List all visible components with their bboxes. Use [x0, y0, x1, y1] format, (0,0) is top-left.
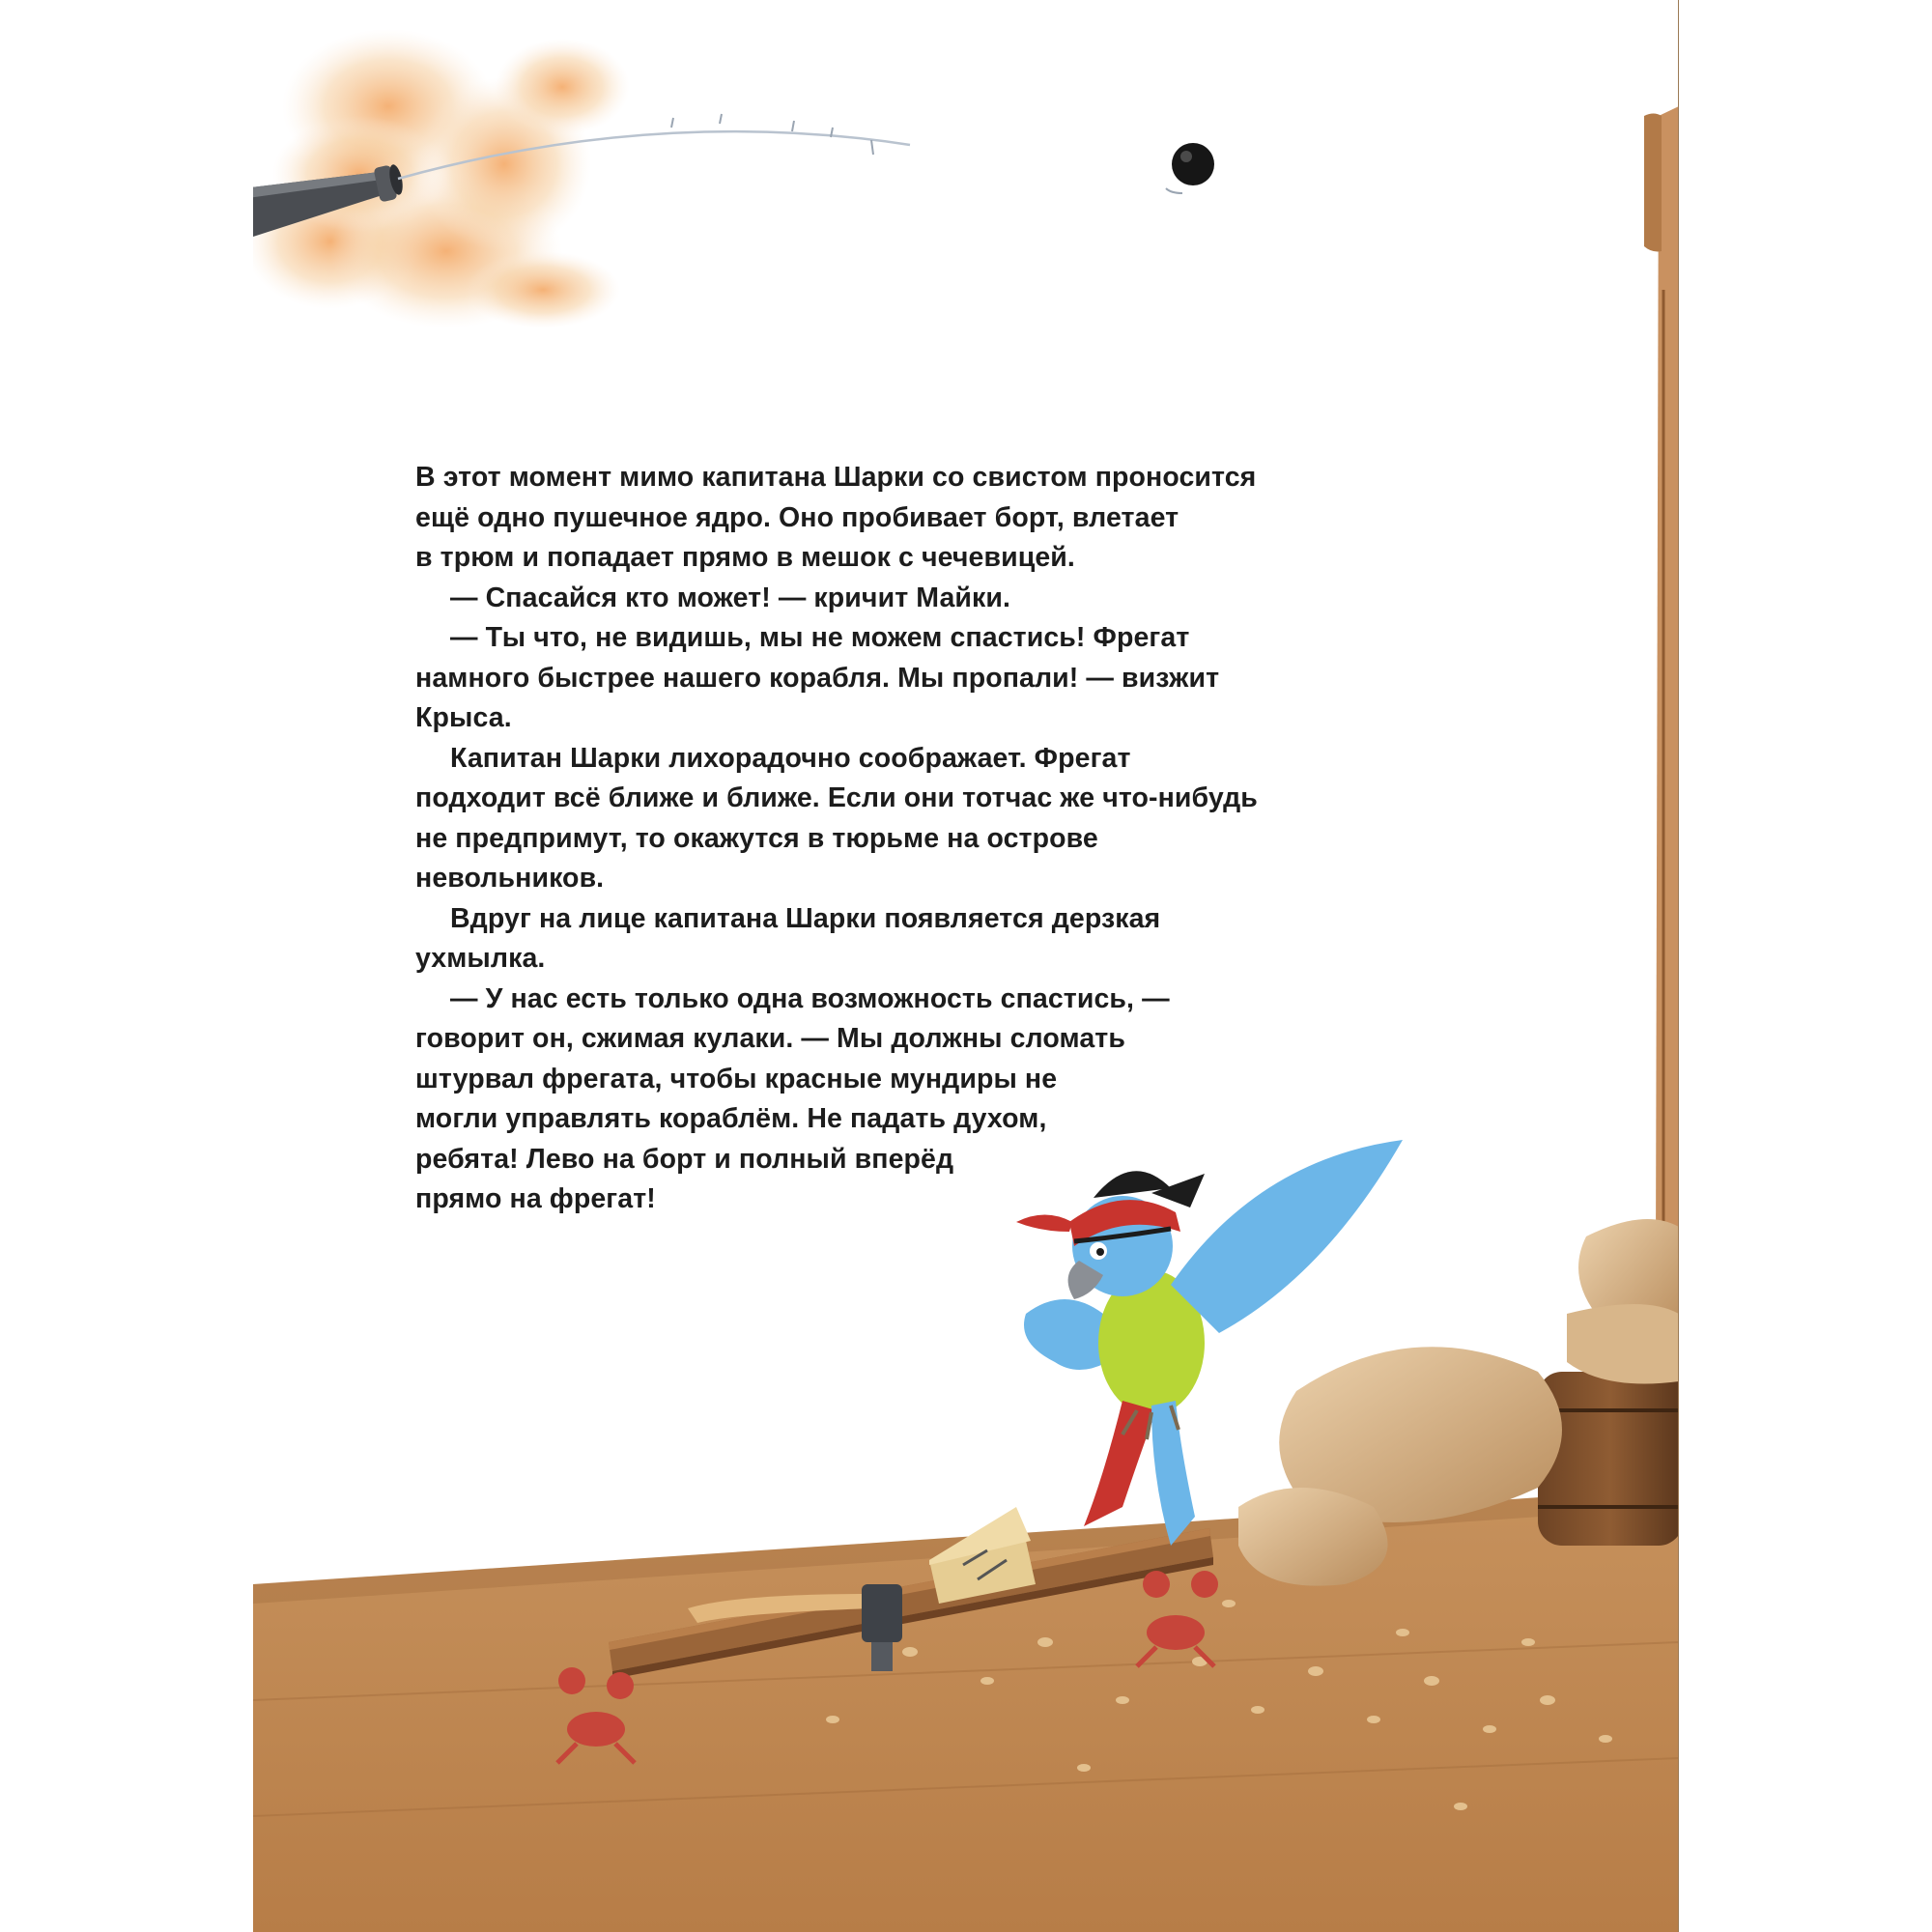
smoke-cloud [253, 29, 630, 328]
story-line: ещё одно пушечное ядро. Оно пробивает борт, влетает [415, 501, 1179, 533]
story-line: говорит он, сжимая кулаки. — Мы должны сломать [415, 1023, 1125, 1054]
mast [1644, 106, 1679, 1256]
story-line: штурвал фрегата, чтобы красные мундиры не [415, 1063, 1058, 1094]
story-line: намного быстрее нашего корабля. Мы пропали! — визжит [415, 662, 1220, 694]
story-line: Вдруг на лице капитана Шарки появляется дерзкая [450, 902, 1161, 934]
story-line: невольников. [415, 863, 605, 894]
story-line: Крыса. [415, 702, 512, 733]
story-line: не предпримут, то окажутся в тюрьме на острове [415, 822, 1098, 854]
story-text [415, 458, 1304, 1220]
story-line: могли управлять кораблём. Не падать духом, [415, 1103, 1047, 1134]
book-page [253, 0, 1679, 1932]
story-line: ребята! Лево на борт и полный вперёд [415, 1143, 954, 1175]
story-line: ухмылка. [415, 943, 546, 974]
story-line: Капитан Шарки лихорадочно соображает. Фрегат [450, 742, 1131, 774]
story-line: в трюм и попадает прямо в мешок с чечевицей. [415, 542, 1075, 573]
story-line: прямо на фрегат! [415, 1183, 656, 1214]
barrel-icon [1538, 1372, 1679, 1546]
story-line: — У нас есть только одна возможность спастись, — [450, 982, 1170, 1014]
story-line: подходит всё ближе и ближе. Если они тотчас же что-нибудь [415, 782, 1258, 813]
story-line: В этот момент мимо капитана Шарки со свистом проносится [415, 462, 1257, 493]
story-line: — Спасайся кто может! — кричит Майки. [450, 582, 1011, 613]
cannonball-icon [1166, 143, 1214, 193]
page-edge [1678, 0, 1679, 1932]
story-line: — Ты что, не видишь, мы не можем спастись! Фрегат [450, 622, 1190, 653]
